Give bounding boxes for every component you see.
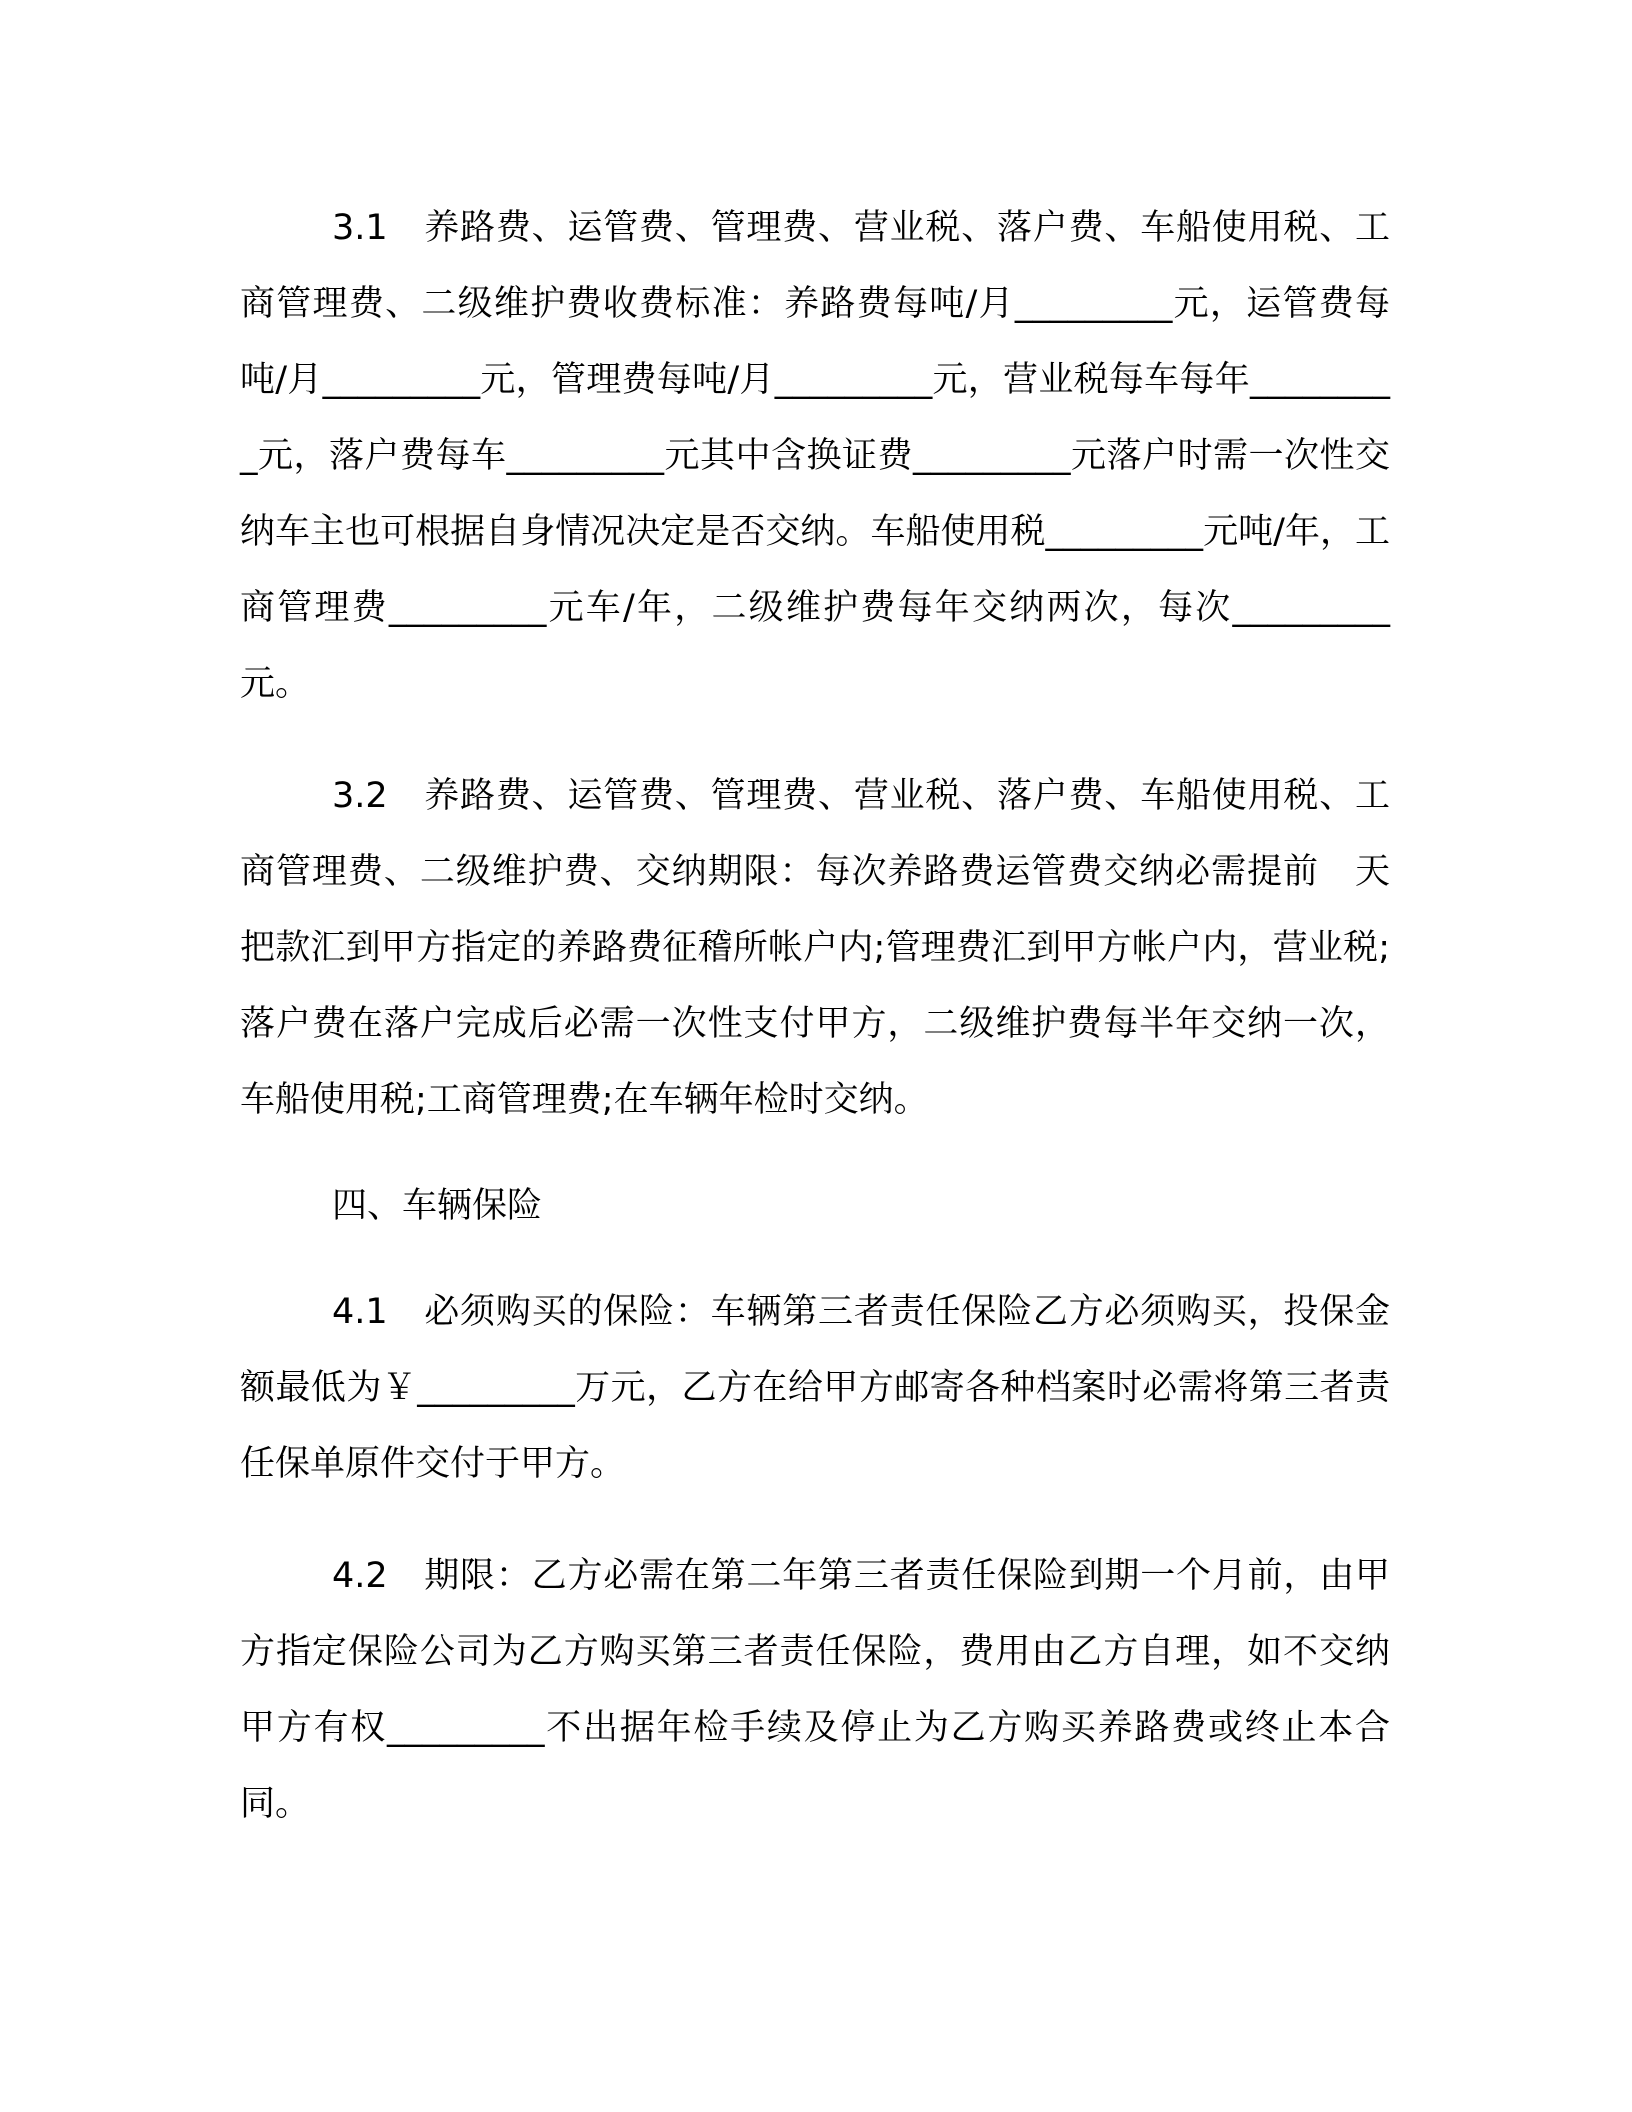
clause-4-2: 4.2 期限：乙方必需在第二年第三者责任保险到期一个月前，由甲方指定保险公司为乙方购买第三者责任保险，费用由乙方自理，如不交纳甲方有权_________不出据年检手续及停止为乙方购买养路费或终止本合同。: [240, 1556, 1390, 1824]
spacer: [240, 1138, 1390, 1168]
spacer: [240, 1502, 1390, 1538]
document-body: [240, 190, 1390, 1842]
section-heading-4: 四、车辆保险: [332, 1186, 543, 1226]
clause-3-1: 3.1 养路费、运管费、管理费、营业税、落户费、车船使用税、工商管理费、二级维护费收费标准：养路费每吨/月_________元，运管费每吨/月_________元，管理费每吨/月_________元，营业税每车每年_________元，落户费每车_________元其中含换证费_________元落户时需一次性交纳车主也可根据自身情况决定是否交纳。车船使用税_________元吨/年，工商管理费_________元车/年，二级维护费每年交纳两次，每次_________元。: [240, 208, 1390, 704]
clause-4-1: 4.1 必须购买的保险：车辆第三者责任保险乙方必须购买，投保金额最低为￥_________万元，乙方在给甲方邮寄各种档案时必需将第三者责任保单原件交付于甲方。: [240, 1292, 1390, 1484]
spacer: [240, 1244, 1390, 1274]
clause-3-2: 3.2 养路费、运管费、管理费、营业税、落户费、车船使用税、工商管理费、二级维护费、交纳期限：每次养路费运管费交纳必需提前 天把款汇到甲方指定的养路费征稽所帐户内;管理费汇到甲方帐户内，营业税;落户费在落户完成后必需一次性支付甲方，二级维护费每半年交纳一次，车船使用税;工商管理费;在车辆年检时交纳。: [240, 776, 1390, 1120]
spacer: [240, 722, 1390, 758]
